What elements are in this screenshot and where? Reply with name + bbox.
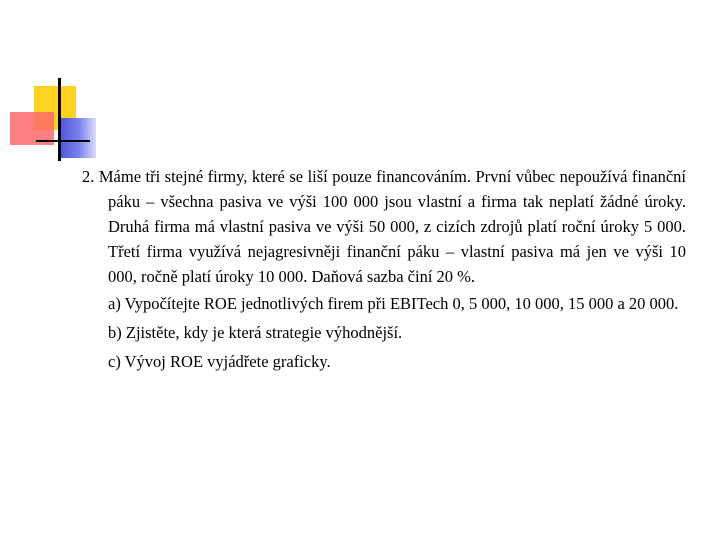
logo-vertical-line [58, 78, 61, 161]
task-paragraph: 2. Máme tři stejné firmy, které se liší pouze financováním. První vůbec nepoužívá finanční páku – všechna pasiva ve výši 100 000 jsou vlastní a firma tak neplatí žádné úroky. Druhá firma má vlastní pasiva ve výši 50 000, z cizích zdrojů platí roční úroky 5 000. Třetí firma využívá nejagresivněji finanční páku – vlastní pasiva má jen ve výši 10 000, ročně platí úroky 10 000. Daňová sazba činí 20 %. [82, 167, 686, 286]
logo-blue-square [58, 118, 96, 158]
subtask-b: b) Zjistěte, kdy je která strategie výhodnější. [108, 323, 403, 342]
task-content [82, 164, 686, 374]
logo-horizontal-line [36, 140, 90, 142]
subtask-a: a) Vypočítejte ROE jednotlivých firem při EBITech 0, 5 000, 10 000, 15 000 a 20 000. [108, 294, 679, 313]
subtask-c: c) Vývoj ROE vyjádřete graficky. [108, 352, 331, 371]
